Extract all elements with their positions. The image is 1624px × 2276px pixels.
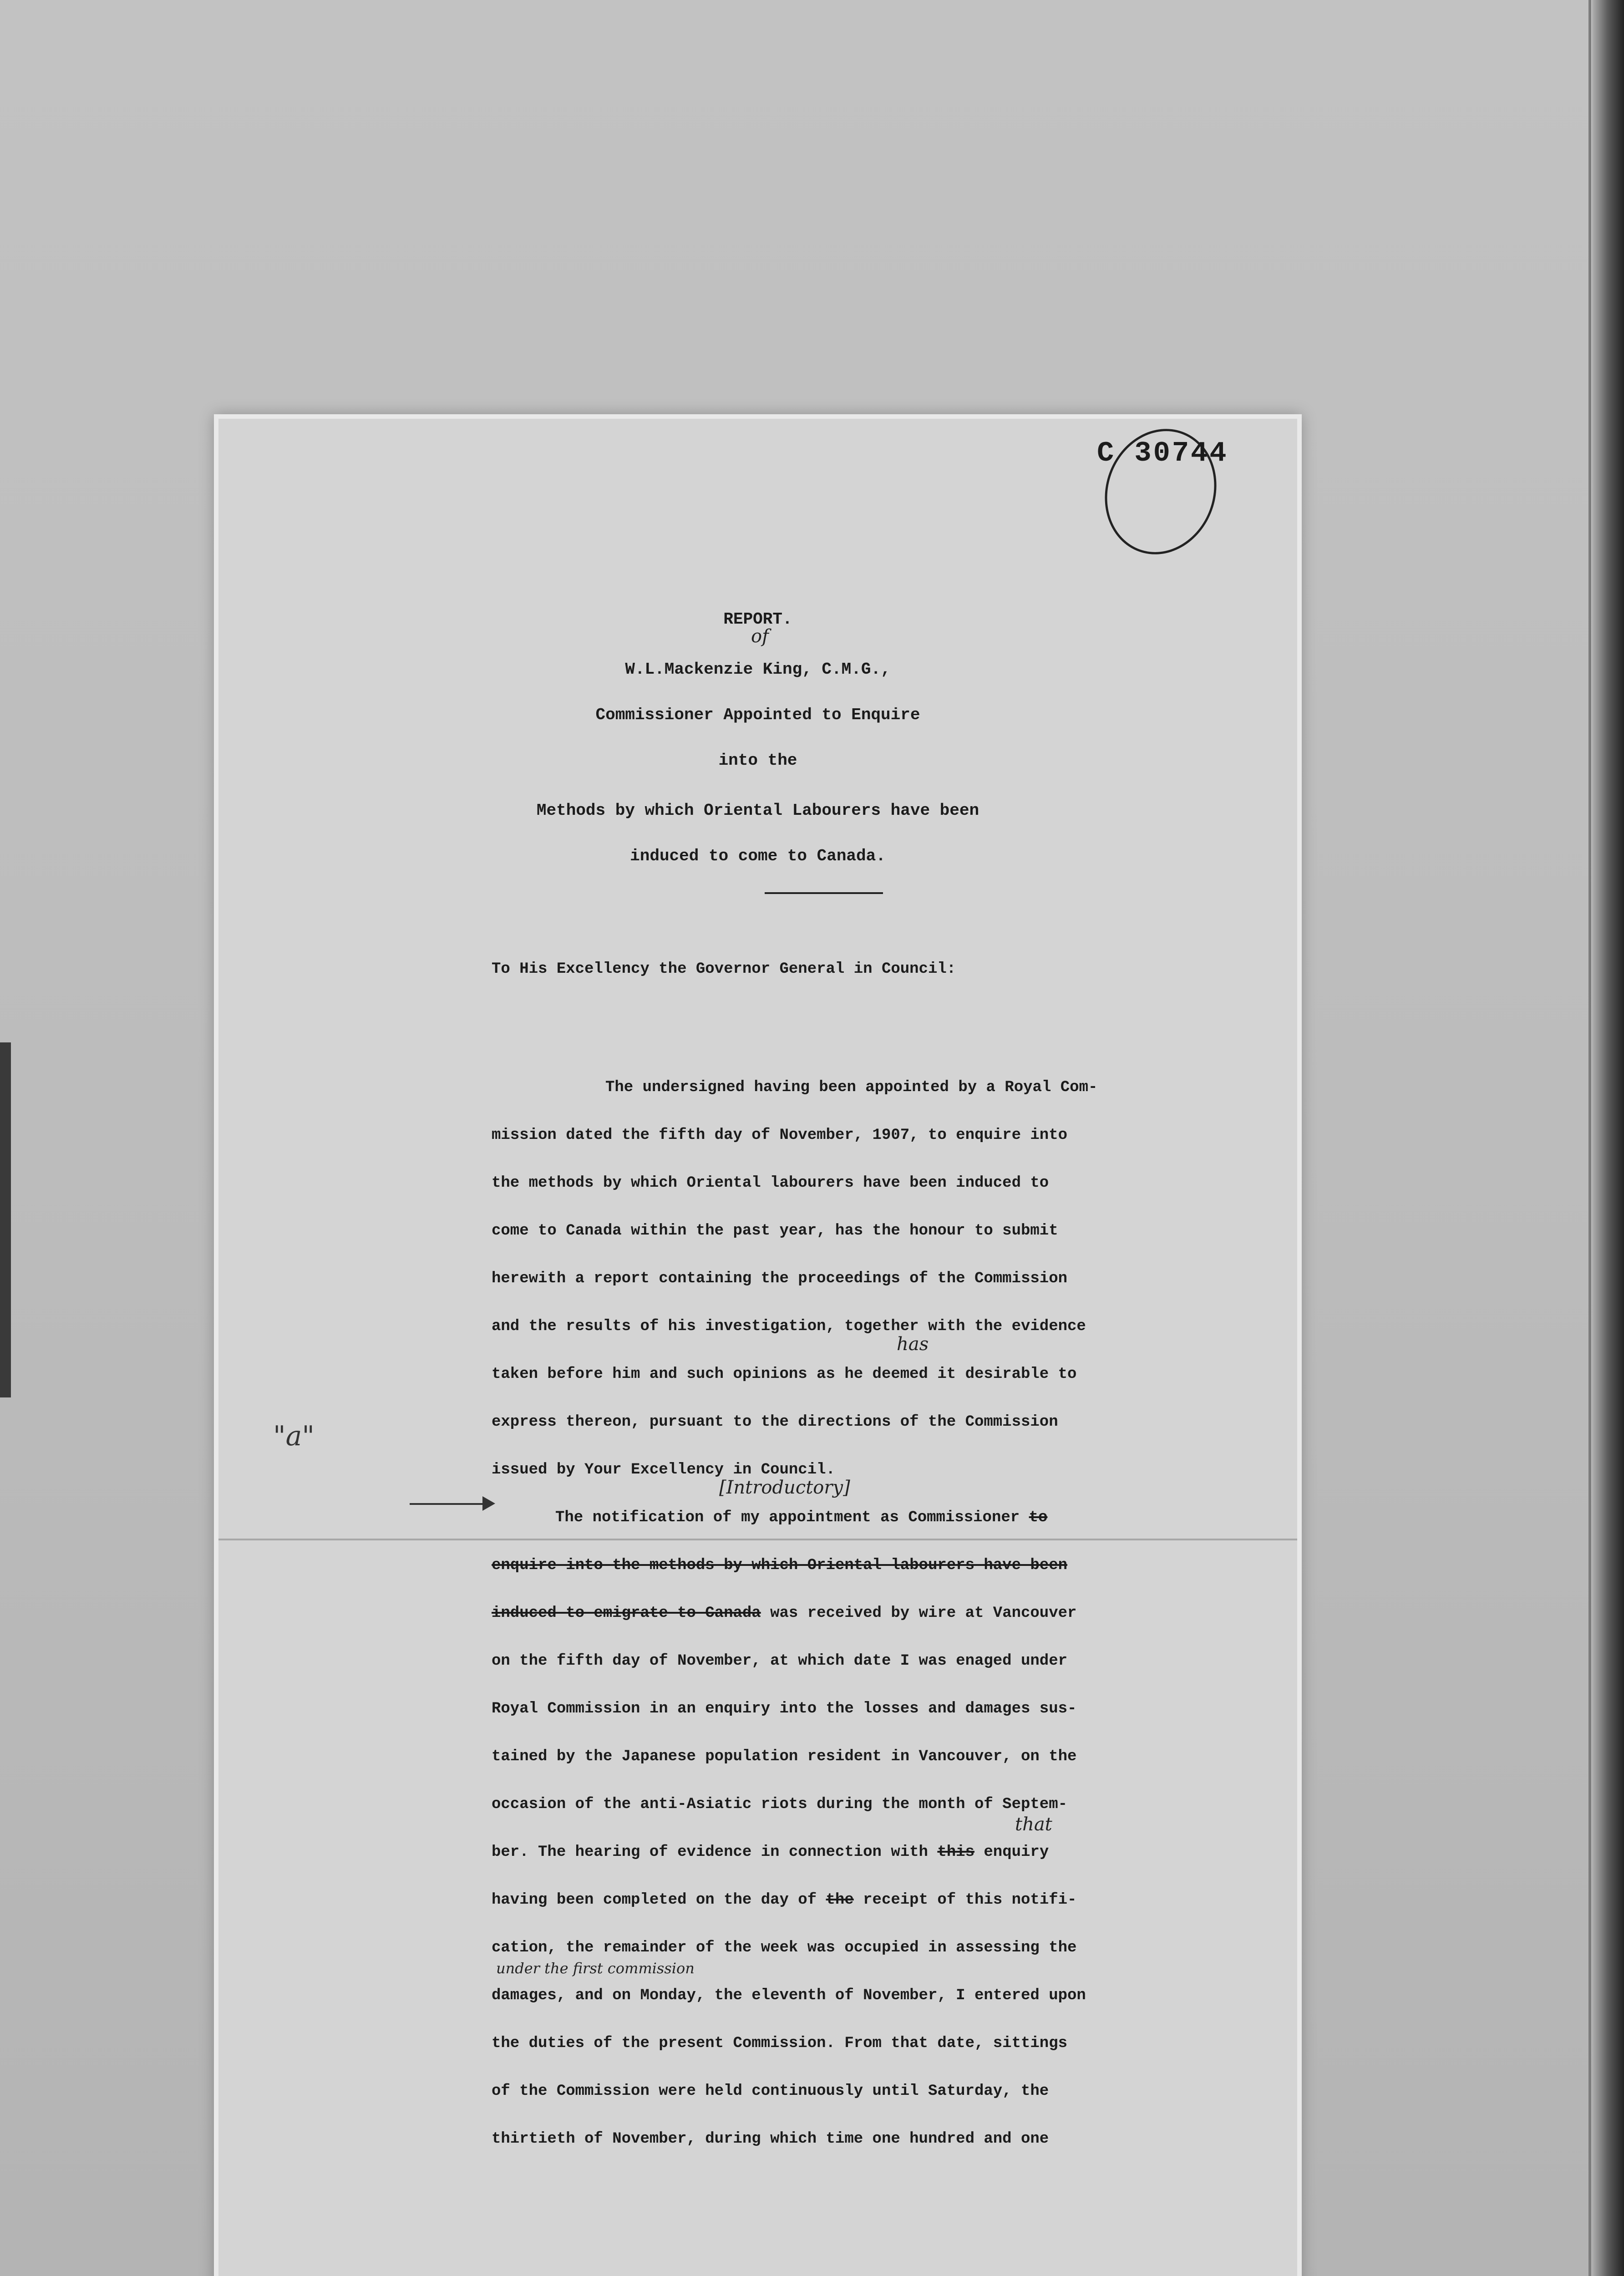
paragraph-1-line: herewith a report containing the proceedings of the Commission bbox=[492, 1270, 1068, 1287]
report-subject-line-1: Methods by which Oriental Labourers have been bbox=[536, 801, 979, 820]
handwritten-under-first-commission: under the first commission bbox=[496, 1960, 695, 1977]
paragraph-2-text: The notification of my appointment as Commissioner bbox=[555, 1509, 1020, 1526]
paragraph-1-line: come to Canada within the past year, has the honour to submit bbox=[492, 1222, 1058, 1240]
margin-arrow-head bbox=[482, 1496, 495, 1511]
struck-text: the bbox=[826, 1891, 854, 1909]
struck-text: induced to emigrate to Canada bbox=[492, 1605, 761, 1622]
paragraph-1-line: the methods by which Oriental labourers have been induced to bbox=[492, 1174, 1049, 1192]
margin-note-a: "a" bbox=[273, 1420, 315, 1452]
paragraph-2-line bbox=[492, 1891, 1076, 1909]
handwritten-of: of bbox=[751, 626, 769, 647]
reference-number: C 30744 bbox=[1097, 437, 1228, 469]
paragraph-1-line: The undersigned having been appointed by a Royal Com- bbox=[605, 1079, 1098, 1096]
handwritten-introductory: [Introductory] bbox=[719, 1477, 850, 1498]
salutation: To His Excellency the Governor General in Council: bbox=[492, 960, 956, 978]
report-title: REPORT. bbox=[723, 610, 792, 629]
paragraph-2-line: occasion of the anti-Asiatic riots during the month of Septem- bbox=[492, 1796, 1068, 1813]
paragraph-2-line: the duties of the present Commission. From that date, sittings bbox=[492, 2035, 1068, 2052]
handwritten-that: that bbox=[1015, 1814, 1052, 1835]
paragraph-1-line: issued by Your Excellency in Council. bbox=[492, 1461, 835, 1478]
paragraph-1-line: taken before him and such opinions as he deemed it desirable to bbox=[492, 1366, 1077, 1383]
paragraph-2-line: tained by the Japanese population resident in Vancouver, on the bbox=[492, 1748, 1077, 1765]
paragraph-2-text: enquiry bbox=[984, 1844, 1049, 1861]
paragraph-2-line bbox=[492, 1605, 1076, 1622]
paragraph-2-text: ber. The hearing of evidence in connection with bbox=[492, 1844, 928, 1861]
document-page bbox=[214, 414, 1302, 2276]
handwritten-has: has bbox=[897, 1334, 929, 1355]
paragraph-2-struck-line: enquire into the methods by which Oriental labourers have been bbox=[492, 1557, 1068, 1574]
paragraph-2-line: damages, and on Monday, the eleventh of November, I entered upon bbox=[492, 1987, 1086, 2004]
margin-arrow-line bbox=[410, 1503, 487, 1505]
paragraph-2-line bbox=[492, 1844, 1049, 1861]
paragraph-1-line: and the results of his investigation, together with the evidence bbox=[492, 1318, 1086, 1335]
paragraph-2-line bbox=[555, 1509, 1047, 1526]
paragraph-2-line: of the Commission were held continuously until Saturday, the bbox=[492, 2083, 1049, 2100]
scanner-edge-line bbox=[1588, 0, 1591, 2276]
paragraph-2-line: cation, the remainder of the week was occupied in assessing the bbox=[492, 1939, 1077, 1956]
report-line-into: into the bbox=[718, 751, 797, 770]
paragraph-2-line: thirtieth of November, during which time one hundred and one bbox=[492, 2130, 1049, 2148]
struck-text: to bbox=[1029, 1509, 1048, 1526]
scanner-right-edge bbox=[1592, 0, 1624, 2276]
struck-text: this bbox=[937, 1844, 974, 1861]
paragraph-2-text: receipt of this notifi- bbox=[863, 1891, 1077, 1909]
report-subject-line-2: induced to come to Canada. bbox=[630, 847, 886, 865]
page-fold bbox=[218, 1539, 1297, 1540]
paragraph-2-line: on the fifth day of November, at which date I was enaged under bbox=[492, 1652, 1068, 1670]
report-role: Commissioner Appointed to Enquire bbox=[595, 706, 920, 724]
paragraph-2-line: Royal Commission in an enquiry into the losses and damages sus- bbox=[492, 1700, 1077, 1717]
report-author: W.L.Mackenzie King, C.M.G., bbox=[625, 660, 891, 679]
paragraph-1-line: express thereon, pursuant to the directions of the Commission bbox=[492, 1413, 1058, 1431]
scanner-edge-bar bbox=[0, 1042, 11, 1397]
paragraph-2-text: having been completed on the day of bbox=[492, 1891, 817, 1909]
paragraph-2-text: was received by wire at Vancouver bbox=[770, 1605, 1077, 1622]
paragraph-1-line: mission dated the fifth day of November, 1907, to enquire into bbox=[492, 1127, 1068, 1144]
heading-rule bbox=[765, 892, 883, 894]
